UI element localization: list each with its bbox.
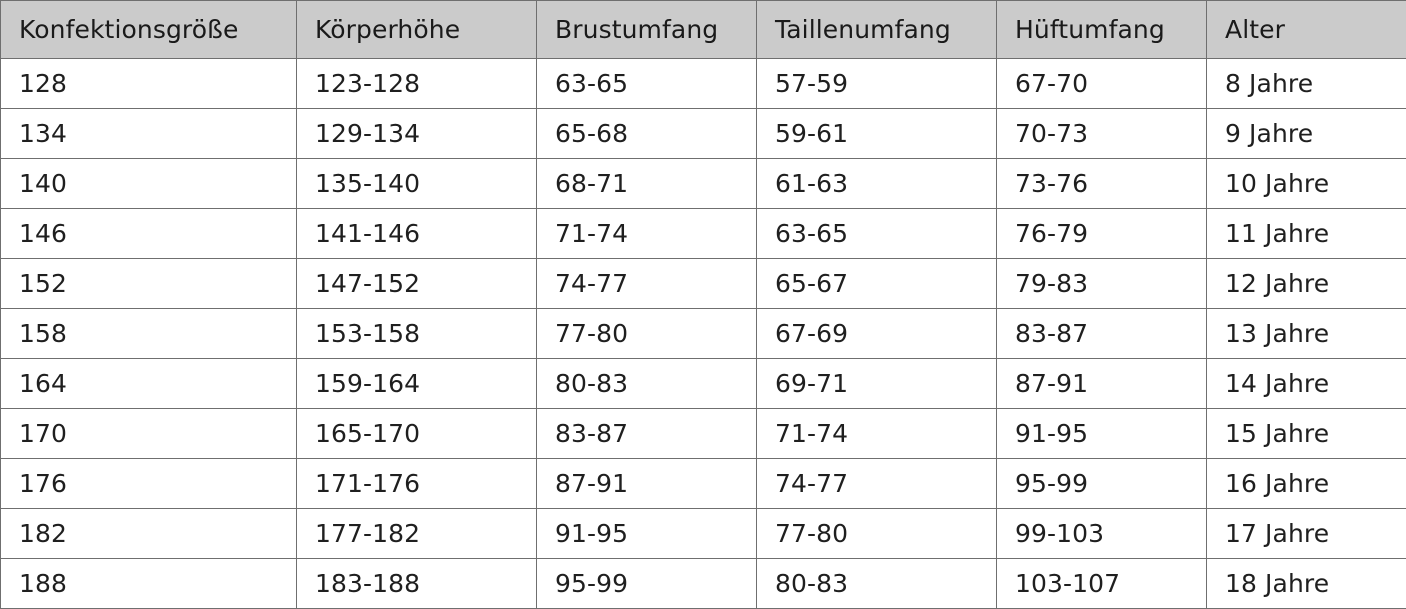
column-header-brustumfang: Brustumfang [537, 1, 757, 59]
cell-konfektionsgroesse: 170 [1, 409, 297, 459]
cell-konfektionsgroesse: 140 [1, 159, 297, 209]
cell-hueftumfang: 103-107 [997, 559, 1207, 609]
cell-alter: 14 Jahre [1207, 359, 1406, 409]
cell-koerperhoehe: 183-188 [297, 559, 537, 609]
cell-alter: 11 Jahre [1207, 209, 1406, 259]
table-body [1, 59, 1406, 609]
column-header-konfektionsgroesse: Konfektionsgröße [1, 1, 297, 59]
cell-konfektionsgroesse: 158 [1, 309, 297, 359]
cell-brustumfang: 83-87 [537, 409, 757, 459]
cell-konfektionsgroesse: 164 [1, 359, 297, 409]
table-header-row [1, 1, 1406, 59]
column-header-alter: Alter [1207, 1, 1406, 59]
cell-brustumfang: 65-68 [537, 109, 757, 159]
cell-koerperhoehe: 123-128 [297, 59, 537, 109]
cell-brustumfang: 91-95 [537, 509, 757, 559]
table-row [1, 509, 1406, 559]
cell-koerperhoehe: 177-182 [297, 509, 537, 559]
cell-taillenumfang: 67-69 [757, 309, 997, 359]
cell-hueftumfang: 87-91 [997, 359, 1207, 409]
table-row [1, 559, 1406, 609]
cell-hueftumfang: 67-70 [997, 59, 1207, 109]
cell-taillenumfang: 77-80 [757, 509, 997, 559]
cell-taillenumfang: 63-65 [757, 209, 997, 259]
cell-koerperhoehe: 135-140 [297, 159, 537, 209]
table-header [1, 1, 1406, 59]
cell-alter: 12 Jahre [1207, 259, 1406, 309]
cell-alter: 10 Jahre [1207, 159, 1406, 209]
column-header-koerperhoehe: Körperhöhe [297, 1, 537, 59]
table-row [1, 159, 1406, 209]
table-row [1, 359, 1406, 409]
cell-koerperhoehe: 159-164 [297, 359, 537, 409]
table-row [1, 309, 1406, 359]
cell-alter: 8 Jahre [1207, 59, 1406, 109]
cell-koerperhoehe: 147-152 [297, 259, 537, 309]
cell-konfektionsgroesse: 176 [1, 459, 297, 509]
cell-konfektionsgroesse: 188 [1, 559, 297, 609]
cell-brustumfang: 80-83 [537, 359, 757, 409]
cell-konfektionsgroesse: 146 [1, 209, 297, 259]
cell-brustumfang: 71-74 [537, 209, 757, 259]
cell-hueftumfang: 99-103 [997, 509, 1207, 559]
cell-brustumfang: 74-77 [537, 259, 757, 309]
column-header-taillenumfang: Taillenumfang [757, 1, 997, 59]
cell-brustumfang: 87-91 [537, 459, 757, 509]
cell-taillenumfang: 59-61 [757, 109, 997, 159]
cell-hueftumfang: 95-99 [997, 459, 1207, 509]
cell-hueftumfang: 76-79 [997, 209, 1207, 259]
cell-koerperhoehe: 153-158 [297, 309, 537, 359]
cell-taillenumfang: 57-59 [757, 59, 997, 109]
cell-brustumfang: 77-80 [537, 309, 757, 359]
cell-taillenumfang: 65-67 [757, 259, 997, 309]
cell-alter: 13 Jahre [1207, 309, 1406, 359]
cell-alter: 18 Jahre [1207, 559, 1406, 609]
cell-taillenumfang: 71-74 [757, 409, 997, 459]
cell-alter: 15 Jahre [1207, 409, 1406, 459]
cell-koerperhoehe: 165-170 [297, 409, 537, 459]
cell-koerperhoehe: 129-134 [297, 109, 537, 159]
column-header-hueftumfang: Hüftumfang [997, 1, 1207, 59]
cell-hueftumfang: 73-76 [997, 159, 1207, 209]
cell-brustumfang: 95-99 [537, 559, 757, 609]
cell-koerperhoehe: 171-176 [297, 459, 537, 509]
cell-alter: 17 Jahre [1207, 509, 1406, 559]
table-row [1, 409, 1406, 459]
table-row [1, 259, 1406, 309]
cell-hueftumfang: 83-87 [997, 309, 1207, 359]
cell-alter: 9 Jahre [1207, 109, 1406, 159]
table-row [1, 209, 1406, 259]
cell-taillenumfang: 80-83 [757, 559, 997, 609]
cell-brustumfang: 68-71 [537, 159, 757, 209]
cell-taillenumfang: 74-77 [757, 459, 997, 509]
cell-hueftumfang: 91-95 [997, 409, 1207, 459]
cell-brustumfang: 63-65 [537, 59, 757, 109]
cell-taillenumfang: 69-71 [757, 359, 997, 409]
cell-alter: 16 Jahre [1207, 459, 1406, 509]
cell-koerperhoehe: 141-146 [297, 209, 537, 259]
cell-hueftumfang: 70-73 [997, 109, 1207, 159]
table-row [1, 59, 1406, 109]
cell-konfektionsgroesse: 152 [1, 259, 297, 309]
cell-taillenumfang: 61-63 [757, 159, 997, 209]
table-row [1, 459, 1406, 509]
cell-konfektionsgroesse: 134 [1, 109, 297, 159]
table-row [1, 109, 1406, 159]
cell-konfektionsgroesse: 182 [1, 509, 297, 559]
cell-hueftumfang: 79-83 [997, 259, 1207, 309]
cell-konfektionsgroesse: 128 [1, 59, 297, 109]
